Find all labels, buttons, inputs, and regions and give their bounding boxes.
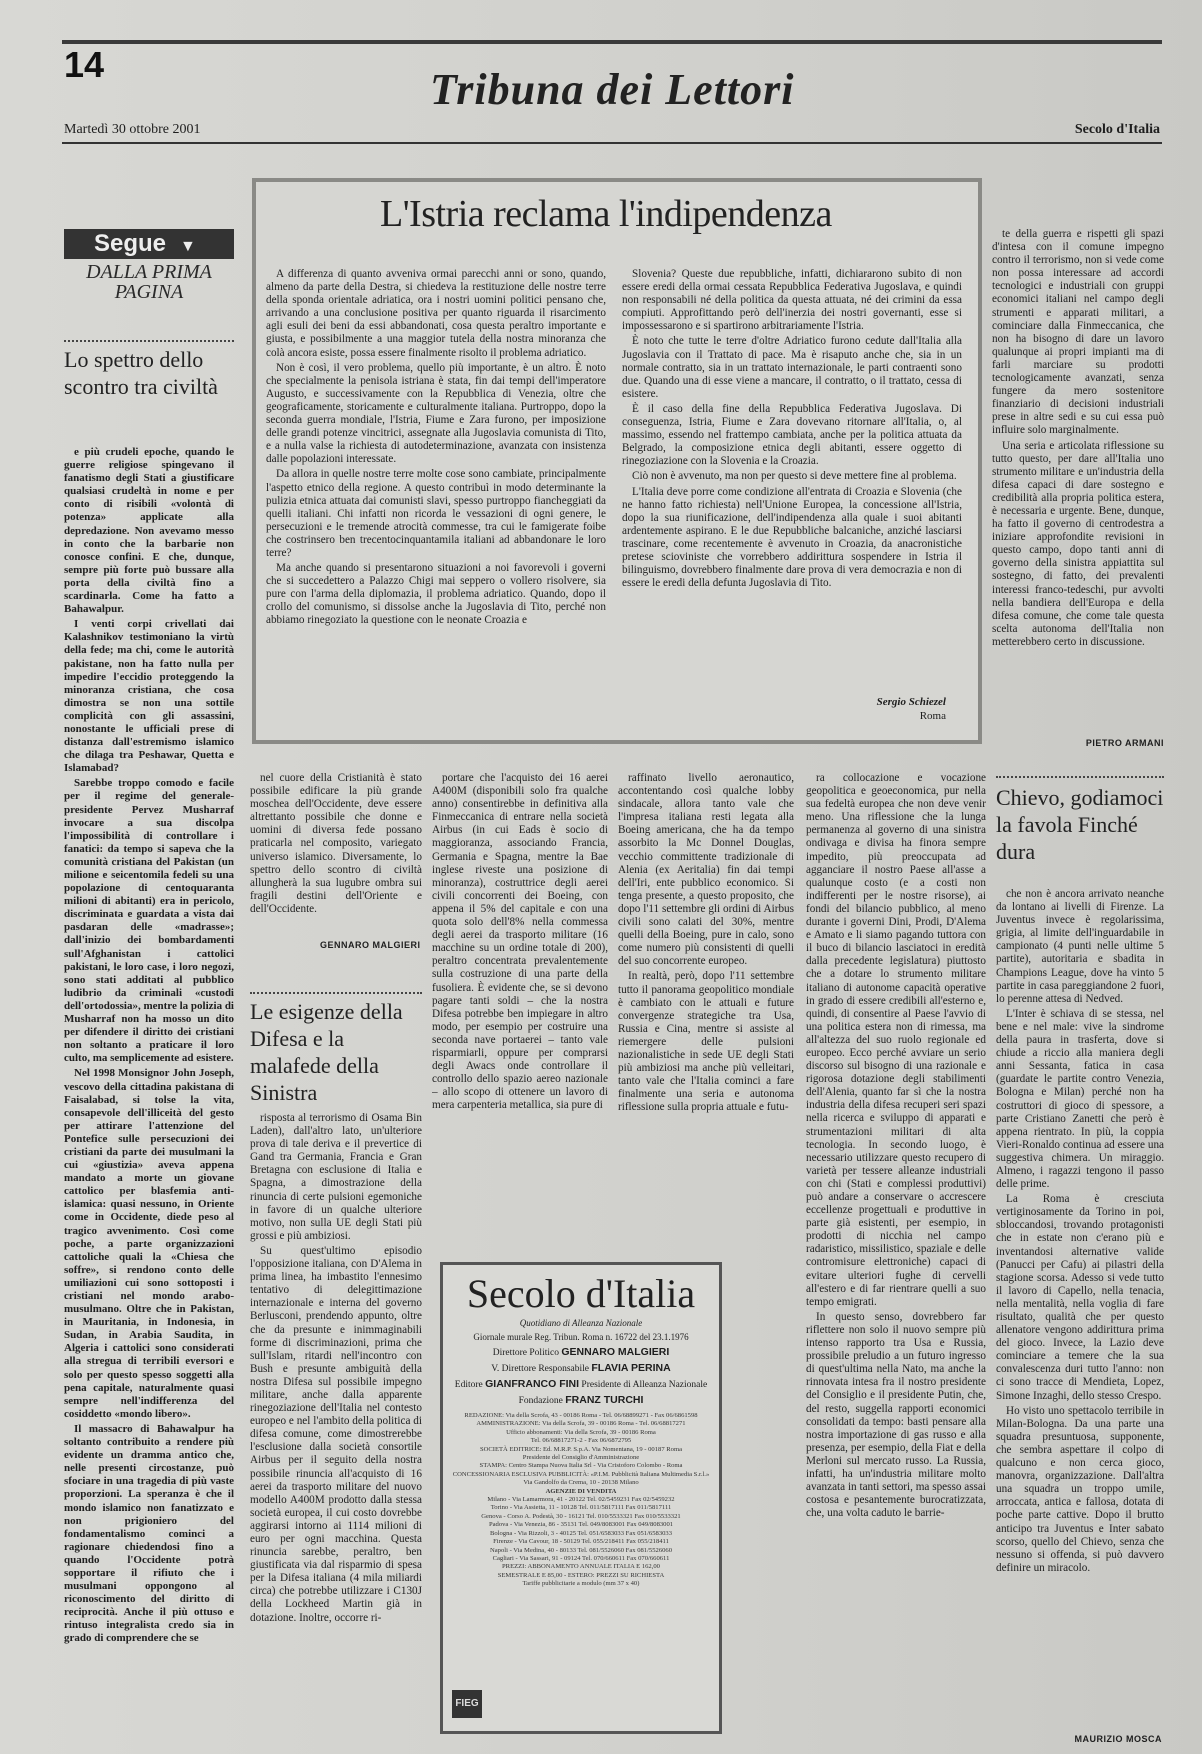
paragraph: A differenza di quanto avveniva ormai parecchi anni or sono, quando, almeno da parte della Destra, si chiedeva la restituzione delle nostre terre della sponda orientale adriatica, ora i nostri uomini politici pensano che, arrivando a una conclusione positiva per quanto riguarda il risarcimento agli esuli dei beni da essi abbandonati, cosa questa peraltro importante e giusta, e possibilmente a una maggior tutela della nostra minoranza che colà ancora esiste, possa essere finalmente risolto il problema adriatico. [266,268,606,359]
headline-chievo: Chievo, godiamoci la favola Finché dura [996,785,1164,864]
director-label: Direttore Politico [492,1348,559,1358]
section-title: Tribuna dei Lettori [430,65,795,114]
paragraph: Nel 1998 Monsignor John Joseph, vescovo della cittadina pakistana di Faisalabad, si tolse la vita, consapevole dell'illiceità del gesto per attirare l'attenzione del Pontefice sulle persecuzioni dei cristiani da parte dei musulmani la cui «giustizia» aveva appena mandato a morte un giovane cattolico per blasfemia anti-islamica: quasi nessuno, in Oriente come in Occidente, diede peso al tragico avvenimento. Così come poche, a parte organizzazioni cattoliche quali la «Chiesa che soffre», si rendono conto delle umiliazioni cui sono sottoposti i cristiani nel mondo arabo-musulmano. Oltre che in Pakistan, in Mauritania, in Indonesia, in Sudan, in Arabia Saudita, in Algeria i cattolici sono considerati alla stregua di terribili eversori e solo per questo spesso soggetti alla pena capitale, naturalmente quasi sempre nell'indifferenza del cosiddetto «mondo libero». [64,1067,234,1420]
dalla-prima-pagina: DALLA PRIMA PAGINA [86,261,212,303]
paragraph: L'Inter è schiava di se stessa, nel bene e nel male: vive la sindrome della paura in trasferta, dove si chiude a riccio alla maniera degli anni Sessanta, fatica in casa (guardate le partite contro Venezia, Bologna e Milan) perché non ha costruttori di gioco di spessore, a parte Cristiano Zanetti che però è appena rientrato. In più, la coppia Vieri-Ronaldo continua ad essere una suggestiva chimera. Un miraggio. Almeno, i ragazzi tengono il passo delle prime. [996,1007,1164,1191]
paragraph: Da allora in quelle nostre terre molte cose sono cambiate, principalmente l'aspetto etnico della regione. A questo contribuì in modo determinante la pulizia etnica attuata dai comunisti slavi, spesso purtroppo fiancheggiati da quelli italiani. Chi infatti non ricorda le vessazioni di ogni genere, le persecuzioni e le tremende atrocità commesse, tra cui le famigerate foibe che costrinsero ben trecentocinquantamila italiani ad abbandonare le loro terre? [266,468,606,559]
small-print-line: Genova - Corso A. Podestà, 30 - 16121 Tel. 010/5533321 Fax 010/5533321 [481,1512,681,1520]
dotted-divider [996,776,1164,778]
difesa-column-2 [432,772,608,1248]
header-rule [62,142,1162,144]
dateline: Martedì 30 ottobre 2001 [64,122,201,137]
paragraph: In realtà, però, dopo l'11 settembre tutto il panorama geopolitico mondiale è cambiato con le attuali e future convergenze strategiche tra Usa, Russia e Cina, mentre si assiste al riemergere delle pulsioni nazionalistiche in sede UE degli Stati più ambiziosi ma anche più velleitari, tanto vale che l'Italia cominci a fare finalmente una seria e autonoma riflessione sulla propria attuale e futu- [618,970,794,1114]
difesa-column-3 [618,772,794,1248]
dotted-divider [64,340,234,342]
small-print-line: Padova - Via Venezia, 86 - 35131 Tel. 049/8083001 Fax 049/8083001 [488,1521,674,1529]
author-malgieri: GENNARO MALGIERI [320,940,421,950]
feature-signature-place: Roma [919,710,946,722]
paragraph: nel cuore della Cristianità è stato possibile edificare la più grande moschea dell'Occidente, deve essere altrettanto possibile che donne e uomini di diversa fede possano praticarla nel composito, variegato universo islamico. Diversamente, lo spettro dello scontro di civiltà allungherà la sua lugubre ombra sui fragili destini dell'Oriente e dell'Occidente. [250,772,422,915]
small-print-line: AGENZIE DI VENDITA [545,1487,617,1495]
article-spettro-end [250,772,422,934]
small-print-line: Tariffe pubblicitarie a modulo (mm 37 x 40) [522,1580,640,1588]
colophon-foundation [440,1394,722,1406]
small-print-line: Firenze - Via Cavour, 18 - 50129 Tel. 055/218411 Fax 055/218411 [493,1538,669,1546]
colophon-registration: Giornale murale Reg. Tribun. Roma n. 16722 del 23.1.1976 [473,1332,689,1342]
colophon-subtitle: Quotidiano di Alleanza Nazionale [519,1318,643,1328]
colophon-editor [440,1378,722,1390]
newspaper-name: Secolo d'Italia [1074,122,1160,137]
paragraph: È noto che tutte le terre d'oltre Adriatico furono cedute dall'Italia alla Jugoslavia con il Trattato di pace. Ma è risaputo anche che, sia in un normale contratto, sia in un trattato internazionale, le parti contraenti sono due. Quando una di esse viene a mancare, il contratto, o il trattato, cessa di esistere. [622,335,962,400]
fieg-logo: FIEG [452,1690,482,1718]
small-print-line: AMMINISTRAZIONE: Via della Scrofa, 39 - 00186 Roma - Tel. 06/68817271 [476,1420,686,1428]
segue-label: Segue [94,230,167,257]
colophon-director [440,1346,722,1358]
paragraph: La Roma è cresciuta vertiginosamente da Torino in poi, sbloccandosi, trovando protagonisti che in estate non c'erano più e inventandosi alternative valide (Panucci per Cafu) ai pilastri della stagione scorsa. Adesso si vede tutto il lavoro di Capello, nella tenacia, nella mentalità, nella voglia di fare risultato, qualità che per questo allenatore vengono addirittura prima del gioco. Invece, la Lazio deve cominciare a temere che la sua convalescenza duri tutto l'anno: non ci sono tracce di Mendieta, Lopez, Simone Inzaghi, dello stesso Crespo. [996,1193,1164,1402]
foundation-name: FRANZ TURCHI [565,1394,644,1406]
segue-banner [64,229,234,259]
colophon-small-print [452,1412,710,1684]
editor-label: Editore [454,1380,483,1390]
paragraph: L'Italia deve porre come condizione all'entrata di Croazia e Slovenia (che ne hanno fatto richiesta) nell'Unione Europea, la concessione all'Istria, dopo la sua riunificazione, dell'indipendenza alla quale i suoi abitanti ardentemente aspirano. E le due Repubbliche balcaniche, anziché lasciarsi trascinare, come recentemente è avvenuto in Croazia, da anacronistiche pretese scioviniste che vorrebbero addirittura sospendere in Istria il bilinguismo, dovrebbero finalmente dare prova di vera democrazia e non di essere le eredi della defunta Jugoslavia di Tito. [622,485,962,590]
small-print-line: Presidente del Consiglio d'Amministrazione [522,1454,640,1462]
editor-name: GIANFRANCO FINI [485,1378,580,1390]
headline-difesa: Le esigenze della Difesa e la malafede della Sinistra [250,999,403,1105]
small-print-line: CONCESSIONARIA ESCLUSIVA PUBBLICITÀ: «P.I.M. Pubblicità Italiana Multimedia S.r.l.» [452,1470,710,1478]
paragraph: È il caso della fine della Repubblica Federativa Jugoslava. Di conseguenza, Istria, Fiume e Zara dovevano ritornare all'Italia, o, al massimo, essendo nel frattempo cambiata, anche per la politica attuata da Belgrado, la composizione etnica degli abitanti, essere oggetto di rinegoziazione con la Slovenia e la Croazia. [622,402,962,468]
paragraph: che non è ancora arrivato neanche da lontano ai livelli di Firenze. La Juventus invece è regolarissima, grigia, al limite dell'inguardabile in campionato (4 punti nelle ultime 5 partite), autoritaria e sbadita in Champions League, dove ha vinto 5 partite in casa pareggiandone 2 fuori, lo perenne attesa di Nedved. [996,888,1164,1005]
paragraph: Sarebbe troppo comodo e facile per il regime del generale-presidente Pervez Musharraf invocare a sua discolpa l'impossibilità di controllare i fanatici: da tempo si sapeva che la comunità cristiana del Pakistan (un milione e seicentomila fedeli su una popolazione di centoquaranta milioni di abitanti) era in pericolo, discriminata e guardata a vista dai pasdaran delle «madrasse»; dall'inizio dei bombardamenti sull'Afghanistan i cattolici pakistani, le loro case, i loro negozi, sono stati additati al pubblico ludibrio da criminali «custodi dell'ortodossia», mentre la polizia di Musharraf non ha mosso un dito per difendere il diritto dei cristiani non soltanto a praticare il loro culto, ma semplicemente ad esistere. [64,777,234,1065]
author-armani: PIETRO ARMANI [1085,738,1164,748]
small-print-line: Bologna - Via Rizzoli, 3 - 40125 Tel. 051/6583033 Fax 051/6583033 [489,1529,673,1537]
small-print-line: Ufficio abbonamenti: Via della Scrofa, 39 - 00186 Roma [506,1428,656,1436]
small-print-line: Via Gandolfo da Crema, 10 - 20138 Milano [523,1479,639,1487]
colophon-title: Secolo d'Italia [466,1271,696,1316]
director-name: GENNARO MALGIERI [561,1346,670,1358]
paragraph: I venti corpi crivellati dai Kalashnikov testimoniano la virtù della fede; ma chi, come le autorità pakistane, non ha fatto nulla per impedire l'eccidio proteggendo la minoranza cristiana, che cosa dimostra se non una sottile complicità con gli assassini, nonostante le ufficiali prese di distanza dall'estremismo islamico che dilaga tra Peshawar, Quetta e Islamabad? [64,618,234,775]
page-number: 14 [64,44,105,85]
feature-signature: Sergio Schiezel [876,696,946,708]
small-print-line: PREZZI: ABBONAMENTO ANNUALE ITALIA E 162,00 [502,1563,660,1571]
small-print-line: Milano - Via Lamarmora, 41 - 20122 Tel. 02/5459231 Fax 02/5459232 [487,1496,675,1504]
small-print-line: SEMESTRALE E 85,00 - ESTERO: PREZZI SU RICHIESTA [497,1571,665,1579]
article-spettro-body [64,446,234,1736]
feature-column-2 [622,268,962,678]
difesa-column-1 [250,1112,422,1736]
small-print-line: Tel. 06/68817271-2 - Fax 06/6872795 [530,1437,632,1445]
paragraph: portare che l'acquisto dei 16 aerei A400M (disponibili solo fra qualche anno) consentirebbe in definitiva alla Finmeccanica di entrare nella società Airbus (in cui Eads è socio di maggioranza, associando Francia, Germania e Spagna, mentre la Bae inglese riveste una posizione di minoranza), costruttrice degli aerei civili concorrenti dei Boeing, con appena il 5% del capitale e con una quota solo dell'8% nella commessa degli aerei da trasporto militare (16 macchine su un ordine totale di 200), peraltro concentrata prevalentemente sulla costruzione di una parte della fusoliera. È evidente che, se si devono pagare tanti soldi – che la nostra Difesa potrebbe ben impiegare in altro modo, per esempio per costruire una seconda nave portaerei – tanto vale risparmiarli, oppure per comprarsi degli Awacs onde controllare il controllo dello spazio aereo nazionale – allo scopo di ottenere un lavoro di mera carpenteria metallica, sia pure di [432,772,608,1112]
small-print-line: Torino - Via Assietta, 11 - 10128 Tel. 011/5817111 Fax 011/5817111 [490,1504,672,1512]
feature-column-1 [266,268,606,722]
author-mosca: MAURIZIO MOSCA [1074,1734,1162,1744]
top-rule [62,40,1162,44]
paragraph: Una seria e articolata riflessione su tutto questo, per dare all'Italia uno strumento militare e un'industria della difesa capaci di dare sostegno e credibilità alla propria politica estera, è necessaria e urgente. Bene, dunque, ha fatto il governo di centrodestra a iniziare approfondite revisioni in questo campo, dopo tanti anni di governo della sinistra appiattita sul sostegno, di fatto, dei prevalenti interessi franco-tedeschi, pur avvolti nella bandiera dell'Europa e della difesa comune, che come tale questa scelta autonoma dell'Italia non metterebbero certo in discussione. [992,439,1164,648]
vice-director-label: V. Direttore Responsabile [491,1364,589,1374]
paragraph: raffinato livello aeronautico, accontentando così qualche lobby sindacale, allora tanto vale che l'impresa italiana resti legata alla Boeing americana, che ha da tempo assorbito la Mc Donnel Douglas, vecchio committente tradizionale di Alenia (ex Aeritalia) fin dai tempi dell'Iri, ente pubblico economico. Si tenga presente, a questo proposito, che dopo l'11 settembre gli ordini di Airbus civili sono calati del 30%, mentre quelli della Boeing, pure in calo, sono come numero più consistenti di quelli del suo concorrente europeo. [618,772,794,968]
paragraph: Ho visto uno spettacolo terribile in Milan-Bologna. Da una parte una squadra presuntuosa, supponente, che sembra aspettare il colpo di qualcuno e non cerca gioco, manovra, organizzazione. Dall'altra una squadra un troppo umile, arroccata, antica e fallosa, dotata di poche parte cattive. Dopo il brutto anticipo tra Juventus e Inter sabato scorso, quello del Chievo, senza che nessuno si offenda, si può davvero definire un miracolo. [996,1404,1164,1574]
paragraph: e più crudeli epoche, quando le guerre religiose spingevano il fanatismo degli Stati a giustificare qualsiasi crudeltà in nome e per conto di risibili «volontà di potenza» applicate alla depredazione. Non avevamo messo in conto che la barbarie non conosce confini. E che, dunque, sempre più forte può bussare alla porta della civiltà fino a scardinarla. Come ha fatto a Bahawalpur. [64,446,234,616]
paragraph: Slovenia? Queste due repubbliche, infatti, dichiararono subito di non essere eredi della ormai cessata Repubblica Federativa Jugoslava, e quindi non responsabili né della politica da questa attuata, né dei crimini da essa compiuti. Approfittando però dell'inerzia dei nostri governanti, esse si impossessarono e si spartirono arbitrariamente l'Istria. [622,268,962,333]
paragraph: Ma anche quando si presentarono situazioni a noi favorevoli i governi che si succedettero a Palazzo Chigi mai seppero o vollero risolvere, sia pure con l'arma della diplomazia, il problema adriatico. Quando, dopo il crollo del comunismo, si dissolse anche la Jugoslavia di Tito, perché non abbiamo rinegoziato la questione con le neonate Croazia e [266,562,606,627]
paragraph: te della guerra e rispetti gli spazi d'intesa con il comune impegno contro il terrorismo, non si vede come non possa interessare ad accordi tecnologici e industriali con gruppi economici italiani nel campo degli strumenti e apparati militari, a cominciare dalla Finmeccanica, che non ha bisogno di dare un lavoro qualunque ai propri impianti ma di farli marciare su prodotti tecnologicamente avanzati, senza fungere da mero sostenitore finanziario di decisioni industriali prese in altre sedi e su cui essa può influire solo marginalmente. [992,228,1164,437]
small-print-line: Napoli - Via Medina, 40 - 80133 Tel. 081/5526060 Fax 081/5526060 [489,1546,673,1554]
paragraph: ra collocazione e vocazione geopolitica e geoeconomica, pur nella sua fedeltà europea che non deve venir meno. Una riflessione che la lunga permanenza al governo di una sinistra ondivaga e divisa ha finora sempre impedito, più preoccupata ad agganciare il nostro Paese all'asse a qualunque costo (e a costi non indifferenti per le nostre risorse), ai fondi del bilancio pubblico, al meno durante i governi Dini, Prodi, D'Alema e Amato e li siamo pagando tuttora con il buco di bilancio lasciatoci in eredità dalla precedente legislatura) piuttosto che a dotare lo strumento militare italiano di autonome capacità operative in grado di essere credibili all'esterno e, quindi, di consentire al Paese l'avvio di una politica estera non di rimessa, ma all'altezza del suo ruolo regionale ed europeo. Ecco perché avviare un serio discorso sul bisogno di una razionale e rigorosa dotazione degli stabilimenti dell'Alenia, quanto far sì che la nostra industria della difesa recuperi seri spazi nella ricerca e sviluppo di apparati e strumentazioni militari di alta tecnologia. In secondo luogo, è necessario utilizzare questo recupero di varietà per tessere alleanze industriali con chi (Stati e complessi produttivi) può andare a conservare o accrescere eccellenze progettuali e produttive in parte già esistenti, per esempio, in prodotti di nicchia nel campo radaristico, missilistico, spaziale e delle contromisure elettroniche) capaci di evitare ulteriori fughe di cervelli all'estero e di far rientrare quelli a suo tempo emigrati. [806,772,986,1308]
headline-spettro: Lo spettro dello scontro tra civiltà [64,347,218,399]
small-print-line: Cagliari - Via Sassari, 91 - 09124 Tel. 070/660611 Fax 070/660611 [492,1554,670,1562]
dotted-divider [250,992,422,994]
colophon-vice-director [440,1362,722,1374]
article-chievo-body [996,888,1164,1730]
paragraph: Il massacro di Bahawalpur ha soltanto contribuito a rendere più evidente un dramma antico che, nelle presenti circostanze, può sfociare in una tragedia di più vaste proporzioni. La speranza è che il mondo islamico non fanatizzato e non prigioniero del fondamentalismo cominci a ragionare chiedendosi fino a quando l'Occidente potrà sopportare il rifiuto che i musulmani oppongono al riconoscimento del diritto di reciprocità. Anche il più ottuso e rintuso integralista credo sia in grado di comprendere che se [64,1422,234,1645]
difesa-column-4 [806,772,986,1738]
paragraph: Non è così, il vero problema, quello più importante, è un altro. È noto che specialmente la penisola istriana è stata, fin dai tempi dell'imperatore Augusto, e successivamente con la Repubblica di Venezia, oltre che geograficamente, storicamente e culturalmente italiana. Purtroppo, dopo la seconda guerra mondiale, l'Istria, Fiume e Zara furono, per imposizione delle grandi potenze vincitrici, assegnate alla Jugoslavia comunista di Tito, e a nulla valse la richiesta di autodeterminazione, avanzata con insistenza dalle popolazioni interessate. [266,361,606,466]
small-print-line: REDAZIONE: Via della Scrofa, 43 - 00186 Roma - Tel. 06/68899271 - Fax 06/6861598 [464,1412,698,1419]
small-print-line: SOCIETÀ EDITRICE: Ed. M.R.P. S.p.A. Via Nomentana, 19 - 00187 Roma [479,1445,683,1453]
triangle-down-icon: ▼ [180,238,196,255]
small-print-line: STAMPA: Centro Stampa Nuova Italia Srl - Via Cristoforo Colombo - Roma [479,1462,683,1470]
paragraph: Su quest'ultimo episodio l'opposizione italiana, con D'Alema in prima linea, ha imbastito l'ennesimo tentativo di delegittimazione internazionale e interna del governo Berlusconi, prendendo appunto, oltre che da presunte e inimmaginabili forme di discriminazioni, prima che sull'Islam, ritardi nell'incontro con Bush e presunte ambiguità della nostra Difesa sul possibile impegno militare, anche dalla apparente rinegoziazione dell'Italia nel contesto europeo e nel l'ambito della politica di difesa comune, come dimostrerebbe l'esclusione dalla società consortile Airbus per il seguito della nostra possibile rinuncia all'acquisto di 16 aerei da trasporto militare del nuovo modello A400M prodotto dalla stessa società europea, il cui costo dovrebbe aggirarsi intorno ai 1114 milioni di euro per ogni macchina. Questa rinuncia sarebbe, peraltro, ben giustificata via dal risparmio di spesa per la Difesa italiana (4 mila miliardi circa) che potrebbe utilizzare i C130J della Lockheed Martin già in dotazione. Inoltre, occorre ri- [250,1244,422,1624]
vice-director-name: FLAVIA PERINA [591,1362,671,1374]
feature-title: L'Istria reclama l'indipendenza [380,193,832,235]
editor-suffix: Presidente di Alleanza Nazionale [581,1380,708,1390]
paragraph: Ciò non è avvenuto, ma non per questo si deve mettere fine al problema. [632,470,957,483]
paragraph: risposta al terrorismo di Osama Bin Laden), dall'altro lato, un'ulteriore prova di tale deriva e il prevertice di Gand tra Germania, Francia e Gran Bretagna con esclusione di Italia e Spagna, a dimostrazione della rinuncia di certe pulsioni egemoniche in favore di un qualche ulteriore motivo, non sulla UE degli Stati più grossi e più ambiziosi. [250,1112,422,1242]
paragraph: In questo senso, dovrebbero far riflettere non solo il nuovo sempre più intenso rapporto tra Usa e Russia, prossibile preludio a un futuro ingresso di quest'ultima nella Nato, ma anche la rinnovata intesa fra il nostro presidente del Consiglio e il presidente Putin, che, del resto, suggella rapporti economici consolidati da tempo: basti pensare alla nostra importazione di gas russo e alla presenza, per esempio, della Fiat e della Merloni sul mercato russo. La Russia, infatti, ha un'industria militare molto avanzata in tanti settori, ma spesso assai costosa e pesantemente burocratizzata, che, una volta caduto le barrie- [806,1310,986,1520]
foundation-label: Fondazione [518,1396,563,1406]
article-difesa-continuation [992,228,1164,730]
